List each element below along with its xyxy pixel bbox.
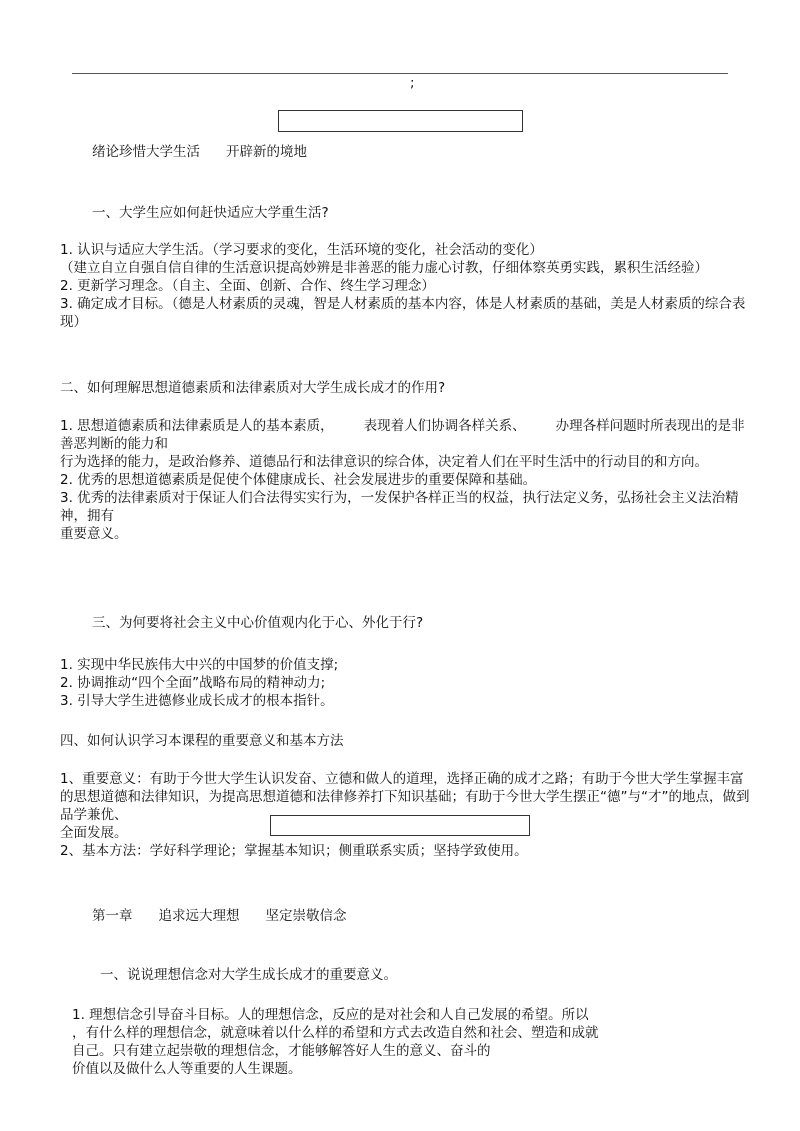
s2-p1a: 1. 思想道德素质和法律素质是人的基本素质， xyxy=(60,418,334,434)
s2-body xyxy=(60,417,750,543)
ch1-heading: 一、说说理想信念对大学生成长成才的重要意义。 xyxy=(100,967,397,983)
s1-p1: 1. 认识与适应大学生活。（学习要求的变化，生活环境的变化，社会活动的变化） xyxy=(60,242,543,258)
ch1-l2: ，有什么样的理想信念，就意味着以什么样的希望和方式去改造自然和社会、塑造和成就 xyxy=(72,1025,599,1041)
empty-box-mid xyxy=(270,815,530,836)
s4-p1: 1、重要意义：有助于今世大学生认识发奋、立德和做人的道理，选择正确的成才之路；有助于今世大学生掌握丰富的思想道德和法律知识，为提高思想道德和法律修养打下知识基础；有助于今世大学生摆正“德”与“才”的地点，做到品学兼优、 xyxy=(60,771,750,823)
s2-p3b: 重要意义。 xyxy=(60,526,128,542)
s2-p1b: 表现着人们协调各样关系、 xyxy=(363,418,526,434)
ch1-title-a: 第一章 xyxy=(92,908,133,924)
ch1-body xyxy=(72,1006,692,1078)
s1-p2: （建立自立自强自信自律的生活意识提高妙辨是非善恶的能力虚心讨教，仔细体察英勇实践，累积生活经验） xyxy=(60,260,708,276)
ch1-title xyxy=(92,907,347,925)
s2-heading: 二、如何理解思想道德素质和法律素质对大学生成长成才的作用? xyxy=(60,380,446,396)
s2-p1d: 行为选择的能力，是政治修养、道德品行和法律意识的综合体，决定着人们在平时生活中的行动目的和方向。 xyxy=(60,454,708,470)
s1-p4: 3. 确定成才目标。（德是人材素质的灵魂，智是人材素质的基本内容，体是人材素质的基础，美是人材素质的综合表现） xyxy=(60,296,746,330)
s3-p3: 3. 引导大学生进德修业成长成才的根本指针。 xyxy=(60,693,334,709)
s1-body xyxy=(60,241,750,331)
ch1-l3: 自己。只有建立起崇敬的理想信念，才能够解答好人生的意义、奋斗的 xyxy=(72,1043,491,1059)
ch1-l1: 1. 理想信念引导奋斗目标。人的理想信念，反应的是对社会和人自己发展的希望。所以 xyxy=(72,1007,589,1023)
s4-p2: 2、基本方法：学好科学理论；掌握基本知识；侧重联系实质；坚持学致使用。 xyxy=(60,843,528,859)
s3-heading: 三、为何要将社会主义中心价值观内化于心、外化于行? xyxy=(92,615,424,631)
intro-title-a: 绪论珍惜大学生活 xyxy=(92,144,200,160)
empty-box-top xyxy=(278,110,523,132)
ch1-l4: 价值以及做什么人等重要的人生课题。 xyxy=(72,1061,302,1077)
ch1-title-b: 追求远大理想 xyxy=(158,908,240,924)
ch1-title-c: 坚定崇敬信念 xyxy=(265,908,347,924)
s2-p2: 2. 优秀的思想道德素质是促使个体健康成长、社会发展进步的重要保障和基础。 xyxy=(60,472,537,488)
s4-heading: 四、如何认识学习本课程的重要意义和基本方法 xyxy=(60,733,344,749)
intro-title-b: 开辟新的境地 xyxy=(226,144,307,160)
s1-heading: 一、大学生应如何赶快适应大学重生活? xyxy=(92,205,329,221)
s4-p1b: 全面发展。 xyxy=(60,825,128,841)
s2-p1 xyxy=(60,417,750,453)
s3-p1: 1. 实现中华民族伟大中兴的中国梦的价值支撑; xyxy=(60,657,339,673)
s1-p3: 2. 更新学习理念。（自主、全面、创新、合作、终生学习理念） xyxy=(60,278,435,294)
header-mark: ; xyxy=(410,75,415,91)
s2-p1c: 办理各样问题时所表现出的是非善恶判断的能力和 xyxy=(60,418,745,452)
s2-p3a: 3. 优秀的法律素质对于保证人们合法得实实行为，一发保护各样正当的权益，执行法定义务，弘扬社会主义法治精神，拥有 xyxy=(60,490,739,524)
intro-title xyxy=(92,143,307,161)
header-rule xyxy=(72,73,728,74)
s3-body xyxy=(60,656,750,710)
s3-p2: 2. 协调推动“四个全面”战略布局的精神动力; xyxy=(60,675,326,691)
